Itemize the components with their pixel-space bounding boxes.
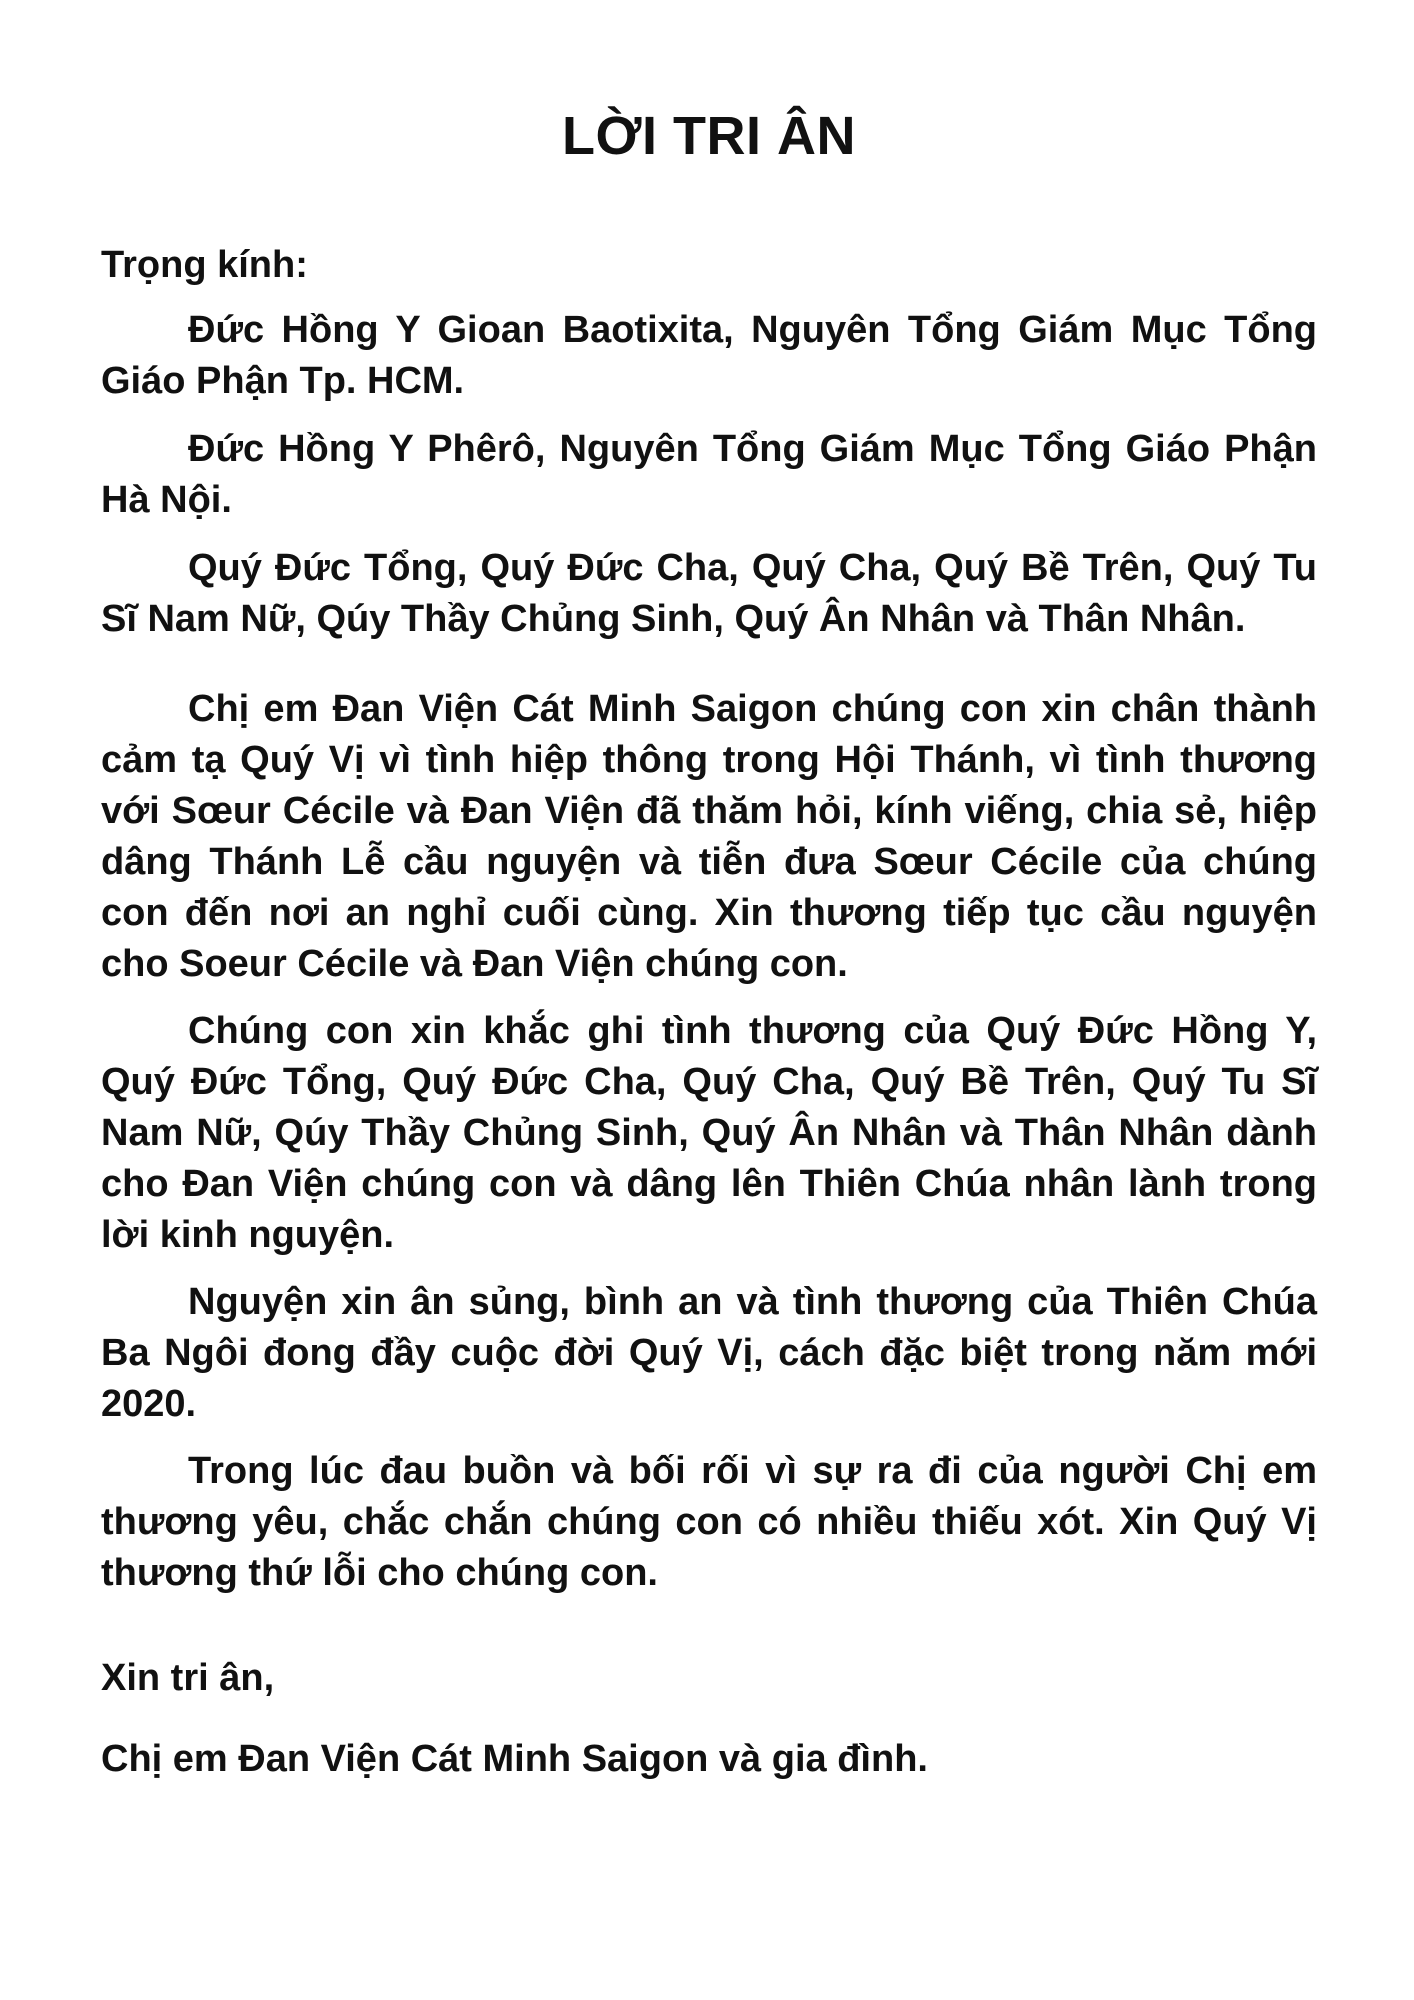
body-paragraph: Chúng con xin khắc ghi tình thương của Quý Đức Hồng Y, Quý Đức Tổng, Quý Đức Cha, Quý Cha, Quý Bề Trên, Quý Tu Sĩ Nam Nữ, Qúy Thầy Chủng Sinh, Quý Ân Nhân và Thân Nhân dành cho Đan Viện chúng con và dâng lên Thiên Chúa nhân lành trong lời kinh nguyện. xyxy=(101,1010,1317,1256)
body-paragraph: Chị em Đan Viện Cát Minh Saigon chúng con xin chân thành cảm tạ Quý Vị vì tình hiệp thông trong Hội Thánh, vì tình thương với Sœur Cécile và Đan Viện đã thăm hỏi, kính viếng, chia sẻ, hiệp dâng Thánh Lễ cầu nguyện và tiễn đưa Sœur Cécile của chúng con đến nơi an nghỉ cuối cùng. Xin thương tiếp tục cầu nguyện cho Soeur Cécile và Đan Viện chúng con. xyxy=(101,688,1317,985)
addressee-item: Đức Hồng Y Phêrô, Nguyên Tổng Giám Mục Tổng Giáo Phận Hà Nội. xyxy=(101,428,1317,521)
body-paragraph: Trong lúc đau buồn và bối rối vì sự ra đi của người Chị em thương yêu, chắc chắn chúng con có nhiều thiếu xót. Xin Quý Vị thương thứ lỗi cho chúng con. xyxy=(101,1450,1317,1594)
salutation: Trọng kính: xyxy=(101,244,308,286)
letter-body xyxy=(101,684,1317,1599)
addressee-list xyxy=(101,305,1317,645)
closing-block xyxy=(101,1653,1317,1785)
signature-line: Chị em Đan Viện Cát Minh Saigon và gia đình. xyxy=(101,1738,928,1780)
page-title: LỜI TRI ÂN xyxy=(561,106,857,166)
body-paragraph: Nguyện xin ân sủng, bình an và tình thương của Thiên Chúa Ba Ngôi đong đầy cuộc đời Quý Vị, cách đặc biệt trong năm mới 2020. xyxy=(101,1281,1317,1425)
closing-line: Xin tri ân, xyxy=(101,1657,275,1699)
addressee-item: Đức Hồng Y Gioan Baotixita, Nguyên Tổng Giám Mục Tổng Giáo Phận Tp. HCM. xyxy=(101,309,1317,402)
addressee-item: Quý Đức Tổng, Quý Đức Cha, Quý Cha, Quý Bề Trên, Quý Tu Sĩ Nam Nữ, Qúy Thầy Chủng Sinh, Quý Ân Nhân và Thân Nhân. xyxy=(101,547,1317,640)
